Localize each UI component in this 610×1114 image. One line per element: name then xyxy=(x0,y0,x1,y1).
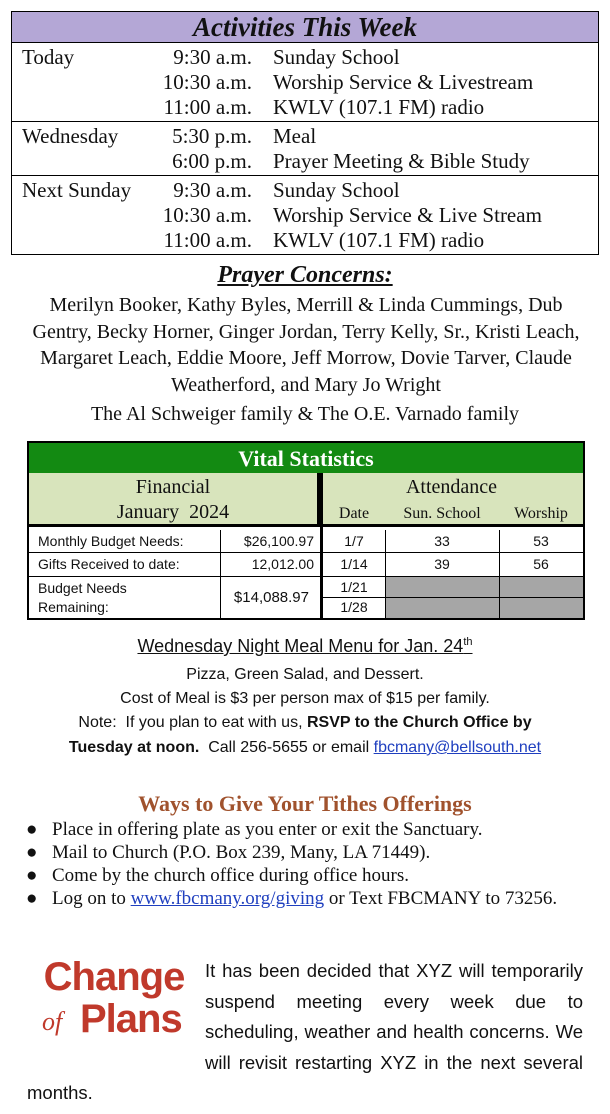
activity-time: 9:30 a.m. xyxy=(173,178,252,202)
activity-time: 6:00 p.m. xyxy=(172,149,252,173)
attendance-worship: 56 xyxy=(499,553,583,577)
day-label: Today xyxy=(22,45,75,69)
financial-row-label: Budget Needs Remaining: xyxy=(38,580,127,615)
activity-event: Meal xyxy=(273,124,317,148)
activity-event: KWLV (107.1 FM) radio xyxy=(273,228,485,252)
ways-to-give-list xyxy=(22,818,602,910)
day-block-next-sunday xyxy=(12,175,598,254)
activity-event: Prayer Meeting & Bible Study xyxy=(273,149,530,173)
activity-row xyxy=(12,178,598,203)
prayer-concerns-title: Prayer Concerns: xyxy=(217,262,393,288)
meal-menu-items: Pizza, Green Salad, and Dessert. xyxy=(186,666,424,683)
attendance-date: 1/7 xyxy=(323,530,385,553)
activities-box xyxy=(11,11,599,255)
activity-event: Worship Service & Livestream xyxy=(273,70,534,94)
attendance-date: 1/21 xyxy=(323,577,385,598)
date-column-header: Date xyxy=(323,501,385,527)
meal-cost: Cost of Meal is $3 per person max of $15 per family. xyxy=(120,690,490,707)
activity-time: 5:30 p.m. xyxy=(172,124,252,148)
attendance-sunday-school: 39 xyxy=(385,553,499,577)
attendance-worship: 53 xyxy=(499,530,583,553)
financial-period: January 2024 xyxy=(116,501,230,523)
attendance-header: Attendance xyxy=(320,473,583,501)
attendance-worship-empty xyxy=(499,598,583,618)
day-label: Wednesday xyxy=(22,124,119,148)
activity-row xyxy=(12,95,598,120)
attendance-sunday-school: 33 xyxy=(385,530,499,553)
prayer-names: Merilyn Booker, Kathy Byles, Merrill & Linda Cummings, Dub Gentry, Becky Horner, Ginger Jordan, Terry Kelly, Sr., Kristi Leach, Margaret Leach, Eddie Moore, Jeff Morrow, Dovie Tarver, Claude Weatherford, and Mary Jo Wright xyxy=(32,294,580,396)
attendance-date: 1/28 xyxy=(340,599,368,615)
meal-note-continued: Tuesday at noon. Call 256-5655 or email fbcmany@bellsouth.net xyxy=(68,739,542,756)
logo-text-plans: Plans xyxy=(80,997,182,1041)
financial-row-value: 12,012.00 xyxy=(220,553,320,577)
sunday-school-column-header: Sun. School xyxy=(385,501,499,527)
activity-row xyxy=(12,149,598,174)
activity-time: 10:30 a.m. xyxy=(162,70,252,94)
activity-row xyxy=(12,45,598,70)
financial-row-label: Gifts Received to date: xyxy=(29,553,220,577)
email-link[interactable]: fbcmany@bellsouth.net xyxy=(373,739,542,756)
activity-row xyxy=(12,70,598,95)
attendance-worship-empty xyxy=(499,577,583,598)
financial-row-value: $14,088.97 xyxy=(233,589,309,606)
meal-menu-title: Wednesday Night Meal Menu for Jan. 24th xyxy=(137,636,473,656)
attendance-sunday-school-empty xyxy=(385,577,499,598)
activities-title: Activities This Week xyxy=(12,12,598,43)
prayer-families: The Al Schweiger family & The O.E. Varnado family xyxy=(90,403,520,425)
bullet-icon: ● xyxy=(26,819,38,840)
financial-row-label: Monthly Budget Needs: xyxy=(29,530,220,553)
vital-statistics-title: Vital Statistics xyxy=(29,443,583,473)
table-divider xyxy=(385,530,386,618)
activity-time: 10:30 a.m. xyxy=(162,203,252,227)
list-item: ● Log on to www.fbcmany.org/giving or Text FBCMANY to 73256. xyxy=(26,888,558,909)
list-item: ● Come by the church office during office hours. xyxy=(26,865,410,886)
table-divider xyxy=(499,530,500,618)
activity-row xyxy=(12,203,598,228)
list-item: ● Place in offering plate as you enter or exit the Sanctuary. xyxy=(26,819,483,840)
list-item: ● Mail to Church (P.O. Box 239, Many, LA 71449). xyxy=(26,842,431,863)
activity-time: 11:00 a.m. xyxy=(163,228,252,252)
bullet-icon: ● xyxy=(26,865,38,886)
worship-column-header: Worship xyxy=(499,501,583,527)
attendance-date: 1/14 xyxy=(323,553,385,577)
activity-time: 9:30 a.m. xyxy=(173,45,252,69)
day-block-wednesday xyxy=(12,121,598,175)
meal-note: Note: If you plan to eat with us, RSVP to the Church Office by xyxy=(78,714,532,731)
day-label: Next Sunday xyxy=(22,178,132,202)
activity-row xyxy=(12,124,598,149)
attendance-sunday-school-empty xyxy=(385,598,499,618)
activity-event: Sunday School xyxy=(273,45,400,69)
financial-label: Financial xyxy=(135,476,211,498)
activity-event: Worship Service & Live Stream xyxy=(273,203,542,227)
table-divider xyxy=(220,530,221,618)
ways-to-give-title: Ways to Give Your Tithes Offerings xyxy=(138,791,472,816)
giving-link[interactable]: www.fbcmany.org/giving xyxy=(130,888,325,909)
financial-header xyxy=(29,473,320,527)
activity-event: Sunday School xyxy=(273,178,400,202)
financial-row-value: $26,100.97 xyxy=(220,530,320,553)
vital-statistics-table xyxy=(27,441,585,620)
logo-text-of: of xyxy=(42,1007,63,1036)
logo-text-change: Change xyxy=(43,955,185,999)
activity-event: KWLV (107.1 FM) radio xyxy=(273,95,485,119)
change-of-plans-text: It has been decided that XYZ will temporarily suspend meeting every week due to scheduling, weather and health concerns. We will revisit restarting XYZ in the next several months. xyxy=(27,960,583,1103)
bullet-icon: ● xyxy=(26,888,38,909)
activity-row xyxy=(12,228,598,253)
table-divider xyxy=(320,473,323,618)
day-block-today xyxy=(12,43,598,121)
activity-time: 11:00 a.m. xyxy=(163,95,252,119)
bullet-icon: ● xyxy=(26,842,38,863)
